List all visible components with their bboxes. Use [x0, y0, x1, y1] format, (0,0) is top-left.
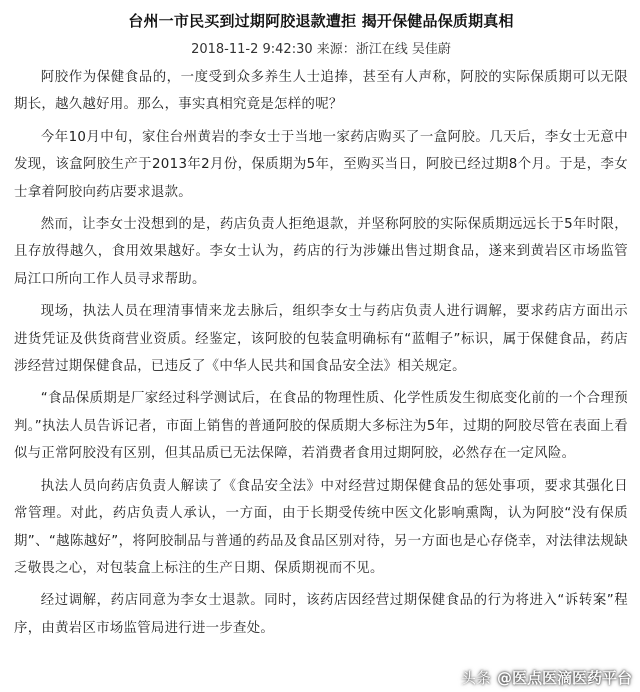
paragraph-7: 经过调解，药店同意为李女士退款。同时，该药店因经营过期保健食品的行为将进入“诉转案”程序，由黄岩区市场监管局进行进一步查处。 [14, 593, 628, 636]
watermark-account: @医点医滴医药平台 [496, 669, 632, 687]
paragraph-4: 现场，执法人员在理清事情来龙去脉后，组织李女士与药店负责人进行调解，要求药店方面出示进货凭证及供货商营业资质。经鉴定，该阿胶的包装盒明确标有“蓝帽子”标识，属于保健食品，药店涉经营过期保健食品，已违反了《中华人民共和国食品安全法》相关规定。 [14, 304, 628, 375]
article-meta: 2018-11-2 9:42:30 来源：浙江在线 吴佳蔚 [191, 42, 451, 57]
watermark-platform: 头条 [460, 669, 491, 687]
watermark [461, 667, 632, 688]
paragraph-6: 执法人员向药店负责人解读了《食品安全法》中对经营过期保健食品的惩处事项，要求其强化日常管理。对此，药店负责人承认，一方面，由于长期受传统中医文化影响熏陶，认为阿胶“没有保质期”、“越陈越好”，将阿胶制品与普通的药品及食品区别对待，另一方面也是心存侥幸，对法律法规缺乏敬畏之心，对包装盒上标注的生产日期、保质期视而不见。 [14, 478, 628, 576]
paragraph-5: “食品保质期是厂家经过科学测试后，在食品的物理性质、化学性质发生彻底变化前的一个合理预判。”执法人员告诉记者，市面上销售的普通阿胶的保质期大多标注为5年，过期的阿胶尽管在表面上看似与正常阿胶没有区别，但其品质已无法保障，若消费者食用过期阿胶，必然存在一定风险。 [14, 391, 628, 462]
paragraph-1: 阿胶作为保健食品的，一度受到众多养生人士追捧，甚至有人声称，阿胶的实际保质期可以无限期长，越久越好用。那么，事实真相究竟是怎样的呢？ [14, 70, 628, 113]
paragraph-3: 然而，让李女士没想到的是，药店负责人拒绝退款，并坚称阿胶的实际保质期远远长于5年时限，且存放得越久，食用效果越好。李女士认为，药店的行为涉嫌出售过期食品，遂来到黄岩区市场监管局江口所向工作人员寻求帮助。 [14, 217, 628, 287]
article-title: 台州一市民买到过期阿胶退款遭拒 揭开保健品保质期真相 [128, 12, 514, 30]
paragraph-2: 今年10月中旬，家住台州黄岩的李女士于当地一家药店购买了一盒阿胶。几天后，李女士无意中发现，该盒阿胶生产于2013年2月份，保质期为5年，至购买当日，阿胶已经过期8个月。于是，李女士拿着阿胶向药店要求退款。 [14, 129, 628, 200]
